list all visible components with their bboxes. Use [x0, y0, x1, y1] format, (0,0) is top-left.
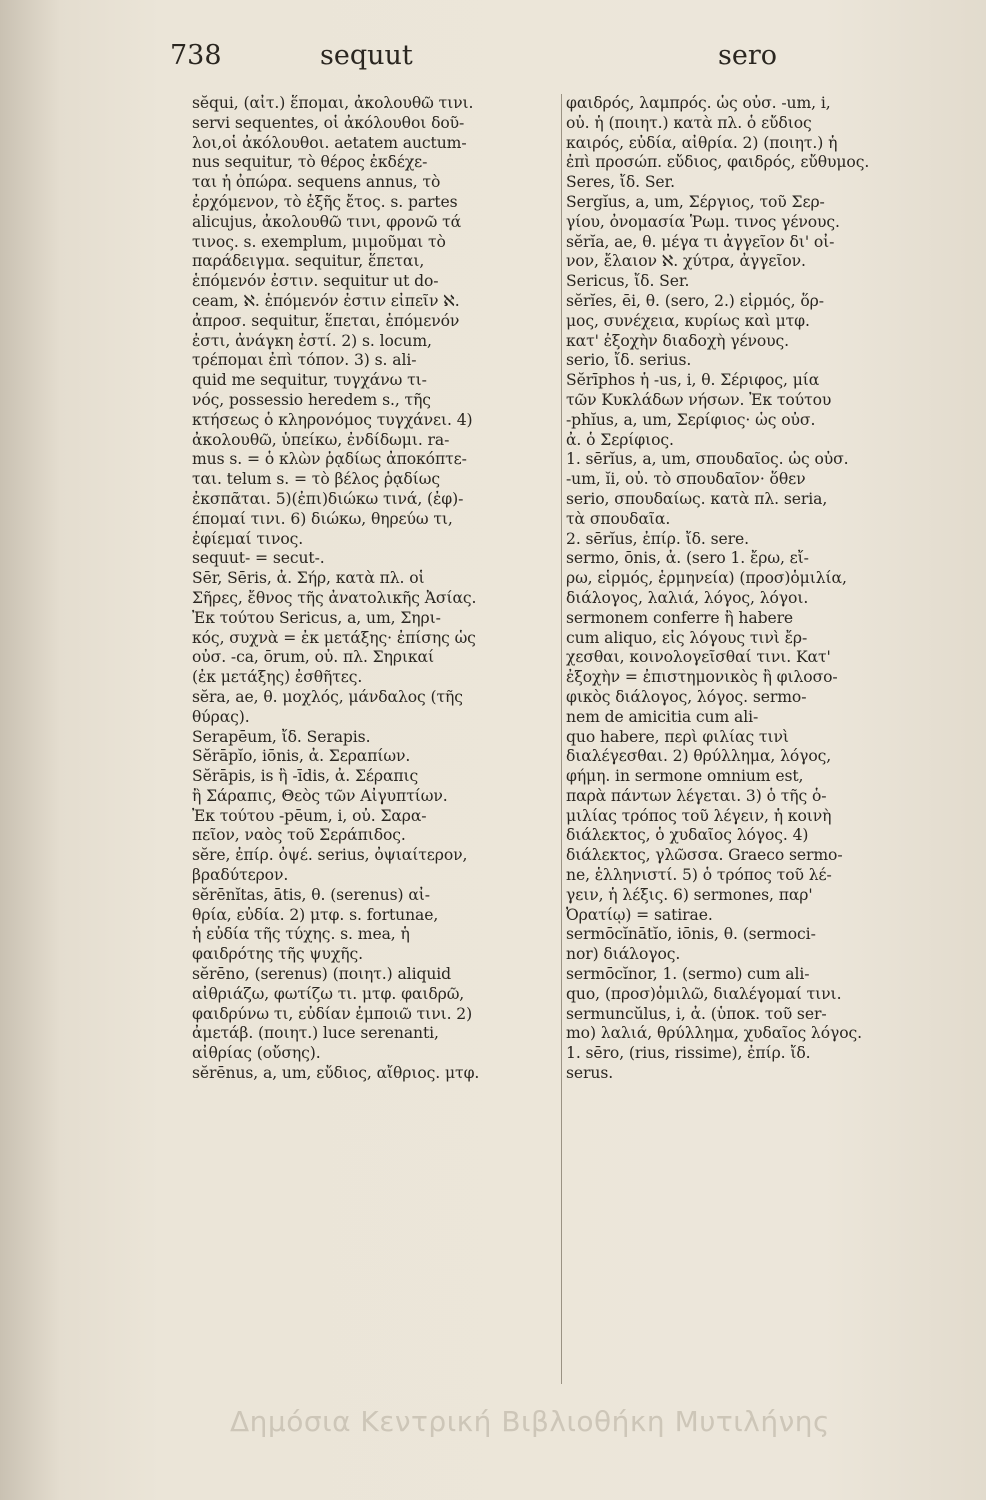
text-line: sermuncŭlus, i, ἀ. (ὑποκ. τοῦ ser- [566, 1004, 827, 1023]
text-line: ἐκσπᾶται. 5)(ἐπι)διώκω τινά, (ἐφ)- [192, 489, 464, 508]
text-line: νον, ἔλαιον ℵ. χύτρα, ἀγγεῖον. [566, 252, 806, 271]
text-line: ται ἡ ὀπώρα. sequens annus, τὸ [192, 173, 441, 192]
text-line: διάλογος, λαλιά, λόγος, λόγοι. [566, 588, 809, 607]
text-line: alicujus, ἀκολουθῶ τινι, φρονῶ τά [192, 212, 462, 231]
text-line: nem de amicitia cum ali- [566, 707, 759, 726]
text-line: θύρας). [192, 707, 250, 726]
text-line: Ἐκ τούτου -pēum, i, οὐ. Σαρα- [192, 806, 427, 825]
text-line: ἀ. ὁ Σερίφιος. [566, 430, 674, 449]
text-line: Sĕrāpĭo, iōnis, ἀ. Σεραπίων. [192, 747, 411, 766]
text-line: quid me sequitur, τυγχάνω τι- [192, 371, 427, 390]
text-line: φαιδρύνω τι, εὐδίαν ἐμποιῶ τινι. 2) [192, 1004, 473, 1023]
text-line: (ἐκ μετάξης) ἐσθῆτες. [192, 668, 363, 687]
text-line: τῶν Κυκλάδων νήσων. Ἐκ τούτου [566, 390, 832, 409]
text-line: ἀκολουθῶ, ὑπείκω, ἐνδίδωμι. ra- [192, 430, 450, 449]
text-line: ἑπόμενόν ἐστιν. sequitur ut do- [192, 272, 439, 291]
text-line: γίου, ὀνομασία Ῥωμ. τινος γένους. [566, 212, 840, 231]
text-line: ται. telum s. = τὸ βέλος ῥᾳδίως [192, 470, 440, 489]
text-line: παρὰ πάντων λέγεται. 3) ὁ τῆς ὁ- [566, 786, 827, 805]
text-line: sĕrēno, (serenus) (ποιητ.) aliquid [192, 965, 452, 984]
text-line: χεσθαι, κοινολογεῖσθαί τινι. Κατ' [566, 648, 831, 667]
text-line: mus s. = ὁ κλὼν ῥᾳδίως ἀποκόπτε- [192, 450, 467, 469]
text-line: φαιδρός, λαμπρός. ὡς οὐσ. -um, i, [566, 94, 831, 112]
text-line: Ὀρατίῳ) = satirae. [566, 905, 713, 924]
text-line: τὰ σπουδαῖα. [566, 509, 671, 528]
text-line: 2. sērĭus, ἐπίρ. ἴδ. sere. [566, 529, 749, 548]
text-line: κός, συχνὰ = ἐκ μετάξης· ἐπίσης ὡς [192, 628, 476, 647]
text-line: οὐσ. -ca, ōrum, οὐ. πλ. Σηρικαί [192, 648, 434, 667]
text-line: διαλέγεσθαι. 2) θρύλλημα, λόγος, [566, 747, 832, 766]
text-line: nor) διάλογος. [566, 945, 681, 964]
text-line: Sĕrīphos ἡ -us, i, θ. Σέριφος, μία [566, 371, 820, 390]
text-line: sĕqui, (αἰτ.) ἕπομαι, ἀκολουθῶ τινι. [192, 94, 474, 112]
text-line: Sericus, ἴδ. Ser. [566, 272, 690, 291]
text-line: nus sequitur, τὸ θέρος ἐκδέχε- [192, 153, 428, 172]
text-line: αἰθριάζω, φωτίζω τι. μτφ. φαιδρῶ, [192, 984, 465, 1003]
text-line: τρέπομαι ἐπὶ τόπον. 3) s. ali- [192, 351, 417, 370]
text-line: ἀπροσ. sequitur, ἕπεται, ἑπόμενόν [192, 311, 460, 330]
text-line: φήμη. in sermone omnium est, [566, 767, 804, 786]
text-line: τινος. s. exemplum, μιμοῦμαι τὸ [192, 232, 446, 251]
text-line: sermōcĭnātĭo, iōnis, θ. (sermoci- [566, 925, 816, 944]
text-line: Sergĭus, a, um, Σέργιος, τοῦ Σερ- [566, 192, 825, 211]
text-line: διάλεκτος, ὁ χυδαῖος λόγος. 4) [566, 826, 809, 845]
text-line: Ἐκ τούτου Sericus, a, um, Σηρι- [192, 608, 441, 627]
right-column [566, 94, 931, 1084]
text-line: serio, ἴδ. serius. [566, 351, 692, 370]
text-line: πεῖον, ναὸς τοῦ Σεράπιδος. [192, 826, 406, 845]
text-line: sermo, ōnis, ἀ. (sero 1. ἔρω, εἴ- [566, 549, 809, 568]
text-line: sermōcĭnor, 1. (sermo) cum ali- [566, 965, 810, 984]
text-line: παράδειγμα. sequitur, ἕπεται, [192, 252, 425, 271]
text-line: βραδύτερον. [192, 866, 289, 885]
right-guide-word: sero [718, 40, 777, 71]
page-header [150, 40, 800, 80]
left-column [192, 94, 556, 1084]
text-line: καιρός, εὐδία, αἰθρία. 2) (ποιητ.) ἡ [566, 133, 838, 152]
text-line: οὐ. ἡ (ποιητ.) κατὰ πλ. ὁ εὔδιος [566, 113, 812, 132]
text-line: έπομαί τινι. 6) διώκω, θηρεύω τι, [192, 509, 453, 528]
text-line: ceam, ℵ. ἑπόμενόν ἐστιν εἰπεῖν ℵ. [192, 291, 460, 310]
text-line: sĕrĭa, ae, θ. μέγα τι ἀγγεῖον δι' οἶ- [566, 232, 835, 251]
text-line: -um, ĭi, οὐ. τὸ σπουδαῖον· ὅθεν [566, 470, 806, 489]
text-line: θρία, εὐδία. 2) μτφ. s. fortunae, [192, 905, 439, 924]
text-line: sĕrĭes, ēi, θ. (sero, 2.) εἱρμός, ὅρ- [566, 291, 824, 310]
text-line: ἐξοχὴν = ἐπιστημονικὸς ἢ φιλοσο- [566, 668, 838, 687]
library-watermark: Δημόσια Κεντρική Βιβλιοθήκη Μυτιλήνης [230, 1405, 830, 1438]
text-line: Sĕrāpis, is ἢ -īdis, ἀ. Σέραπις [192, 767, 419, 786]
text-line: cum aliquo, εἰς λόγους τινὶ ἔρ- [566, 628, 808, 647]
text-line: φικὸς διάλογος, λόγος. sermo- [566, 687, 807, 706]
text-line: sermonem conferre ἢ habere [566, 608, 794, 627]
text-line: servi sequentes, οἱ ἀκόλουθοι δοῦ- [192, 113, 465, 132]
text-line: ἐστι, ἀνάγκη ἐστί. 2) s. locum, [192, 331, 432, 350]
text-line: sĕra, ae, θ. μοχλός, μάνδαλος (τῆς [192, 687, 463, 706]
text-line: ἐρχόμενον, τὸ ἑξῆς ἔτος. s. partes [192, 192, 458, 211]
text-line: serio, σπουδαίως. κατὰ πλ. seria, [566, 489, 828, 508]
text-line: serus. [566, 1064, 614, 1083]
text-line: mo) λαλιά, θρύλλημα, χυδαῖος λόγος. [566, 1024, 863, 1043]
column-divider [561, 94, 562, 1384]
text-line: κατ' ἐξοχὴν διαδοχὴ γένους. [566, 331, 790, 350]
text-line: sĕrēnĭtas, ātis, θ. (serenus) αἰ- [192, 885, 430, 904]
text-line: ἢ Σάραπις, Θεὸς τῶν Αἰγυπτίων. [192, 786, 448, 805]
text-line: ἀμετάβ. (ποιητ.) luce serenanti, [192, 1024, 439, 1043]
text-line: sĕre, ἐπίρ. ὀψέ. serius, ὀψιαίτερον, [192, 846, 468, 865]
text-line: sequut- = secut-. [192, 549, 325, 568]
text-line: αἰθρίας (οὔσης). [192, 1044, 321, 1063]
text-line: sĕrēnus, a, um, εὔδιος, αἴθριος. μτφ. [192, 1064, 480, 1083]
text-line: διάλεκτος, γλῶσσα. Graeco sermo- [566, 846, 843, 865]
text-line: Seres, ἴδ. Ser. [566, 173, 676, 192]
text-line: μιλίας τρόπος τοῦ λέγειν, ἡ κοινὴ [566, 806, 832, 825]
left-guide-word: sequut [320, 40, 413, 71]
text-line: Sēr, Sēris, ἀ. Σήρ, κατὰ πλ. οἱ [192, 569, 425, 588]
page-number: 738 [170, 40, 222, 71]
text-line: φαιδρότης τῆς ψυχῆς. [192, 945, 364, 964]
text-line: Serapēum, ἴδ. Serapis. [192, 727, 371, 746]
text-line: γειν, ἡ λέξις. 6) sermones, παρ' [566, 885, 813, 904]
text-line: ἐφίεμαί τινος. [192, 529, 304, 548]
text-line: κτήσεως ὁ κληρονόμος τυγχάνει. 4) [192, 410, 473, 429]
text-line: 1. sēro, (rius, rissime), ἐπίρ. ἴδ. [566, 1044, 811, 1063]
text-line: λοι,οἱ ἀκόλουθοι. aetatem auctum- [192, 133, 467, 152]
text-line: quo habere, περὶ φιλίας τινὶ [566, 727, 789, 746]
text-line: ρω, εἱρμός, ἑρμηνεία) (προσ)ὁμιλία, [566, 569, 847, 588]
text-line: ἐπὶ προσώπ. εὔδιος, φαιδρός, εὔθυμος. [566, 153, 870, 172]
text-line: 1. sērĭus, a, um, σπουδαῖος. ὡς οὐσ. [566, 450, 849, 469]
text-line: νός, possessio heredem s., τῆς [192, 390, 431, 409]
text-line: quo, (προσ)ὁμιλῶ, διαλέγομαί τινι. [566, 984, 842, 1003]
text-line: ne, ἑλληνιστί. 5) ὁ τρόπος τοῦ λέ- [566, 866, 832, 885]
text-line: μος, συνέχεια, κυρίως καὶ μτφ. [566, 311, 810, 330]
text-line: Σῆρες, ἔθνος τῆς ἀνατολικῆς Ἀσίας. [192, 588, 477, 607]
text-line: ἡ εὐδία τῆς τύχης. s. mea, ἡ [192, 925, 410, 944]
text-line: -phĭus, a, um, Σερίφιος· ὡς οὐσ. [566, 410, 816, 429]
